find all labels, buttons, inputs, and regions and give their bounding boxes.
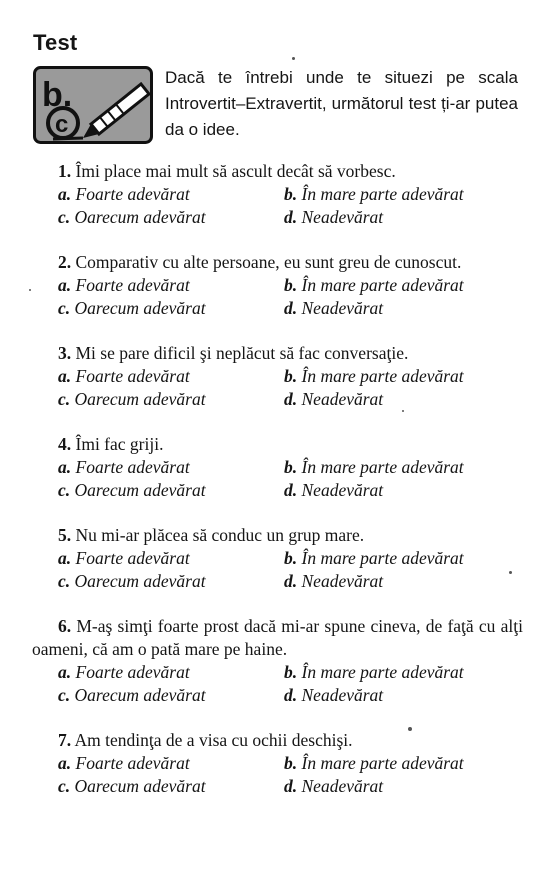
- logo-letter-b: b.: [42, 76, 73, 114]
- answer-letter: b.: [284, 275, 298, 295]
- intro-text: Dacă te întrebi unde te situezi pe scala Introvertit–Extravertit, următorul test ți-ar putea da o idee.: [165, 68, 518, 139]
- answer-text: Oarecum adevărat: [74, 207, 206, 227]
- answer-letter: d.: [284, 685, 298, 705]
- answer-option: [58, 183, 284, 206]
- answer-letter: d.: [284, 298, 298, 318]
- speck: [509, 571, 512, 574]
- answer-option: [58, 775, 284, 798]
- question-block: [58, 160, 523, 229]
- question-text: [58, 251, 523, 274]
- answer-option: [284, 661, 523, 684]
- answer-letter: c.: [58, 389, 71, 409]
- answer-option: [58, 274, 284, 297]
- answer-text: Neadevărat: [301, 776, 384, 796]
- answer-text: În mare parte adevărat: [301, 753, 464, 773]
- answer-text: Foarte adevărat: [75, 548, 190, 568]
- answer-letter: d.: [284, 207, 298, 227]
- answer-options: [58, 365, 523, 411]
- answer-letter: a.: [58, 366, 72, 386]
- answer-letter: a.: [58, 548, 72, 568]
- answer-letter: d.: [284, 776, 298, 796]
- question-text: [58, 342, 523, 365]
- speck: [408, 727, 412, 731]
- answer-text: Neadevărat: [301, 571, 384, 591]
- answer-option: [284, 365, 523, 388]
- question-block: [58, 251, 523, 320]
- answer-text: Oarecum adevărat: [74, 298, 206, 318]
- answer-option: [284, 274, 523, 297]
- answer-option: [58, 479, 284, 502]
- answer-option: [58, 752, 284, 775]
- answer-letter: b.: [284, 662, 298, 682]
- answer-option: [58, 206, 284, 229]
- answer-text: În mare parte adevărat: [301, 366, 464, 386]
- question-number: 7.: [58, 730, 72, 750]
- question-text: [58, 433, 523, 456]
- answer-letter: c.: [58, 207, 71, 227]
- answer-text: În mare parte adevărat: [301, 457, 464, 477]
- question-label: Comparativ cu alte persoane, eu sunt greu de cunoscut.: [75, 252, 462, 272]
- answer-options: [58, 752, 523, 798]
- question-number: 3.: [58, 343, 72, 363]
- answer-text: Neadevărat: [301, 685, 384, 705]
- answer-option: [58, 365, 284, 388]
- answer-options: [58, 547, 523, 593]
- answer-options: [58, 661, 523, 707]
- answer-text: Foarte adevărat: [75, 275, 190, 295]
- speck: [402, 410, 404, 412]
- answer-option: [58, 297, 284, 320]
- answer-letter: c.: [58, 685, 71, 705]
- answer-letter: b.: [284, 366, 298, 386]
- answer-text: Oarecum adevărat: [74, 480, 206, 500]
- question-number: 4.: [58, 434, 72, 454]
- question-label: Nu mi-ar plăcea să conduc un grup mare.: [75, 525, 365, 545]
- answer-text: Neadevărat: [301, 298, 384, 318]
- question-label: Îmi fac griji.: [75, 434, 164, 454]
- answer-letter: c.: [58, 480, 71, 500]
- answer-options: [58, 456, 523, 502]
- answer-letter: c.: [58, 776, 71, 796]
- answer-text: Neadevărat: [301, 480, 384, 500]
- answer-text: În mare parte adevărat: [301, 184, 464, 204]
- answer-text: În mare parte adevărat: [301, 275, 464, 295]
- answer-option: [284, 206, 523, 229]
- answer-option: [58, 570, 284, 593]
- answer-letter: d.: [284, 480, 298, 500]
- answer-text: Oarecum adevărat: [74, 685, 206, 705]
- answer-letter: c.: [58, 298, 71, 318]
- answer-option: [284, 547, 523, 570]
- speck: [292, 57, 295, 60]
- answer-option: [284, 775, 523, 798]
- test-logo-icon: [33, 66, 153, 144]
- answer-option: [58, 661, 284, 684]
- page-title: Test: [33, 30, 78, 55]
- answer-option: [284, 456, 523, 479]
- answer-letter: b.: [284, 457, 298, 477]
- question-list: [32, 160, 523, 820]
- answer-letter: a.: [58, 753, 72, 773]
- question-block: [58, 433, 523, 502]
- answer-letter: b.: [284, 184, 298, 204]
- question-block: [58, 729, 523, 798]
- question-number: 1.: [58, 161, 72, 181]
- question-block: [58, 342, 523, 411]
- answer-text: În mare parte adevărat: [301, 662, 464, 682]
- answer-letter: a.: [58, 275, 72, 295]
- question-number: 5.: [58, 525, 72, 545]
- answer-letter: d.: [284, 389, 298, 409]
- question-label: M-aş simţi foarte prost dacă mi-ar spune cineva, de faţă cu alţi oameni, că am o pată mare pe haine.: [32, 616, 523, 659]
- answer-option: [58, 547, 284, 570]
- answer-letter: a.: [58, 662, 72, 682]
- answer-option: [284, 183, 523, 206]
- answer-option: [284, 752, 523, 775]
- answer-text: În mare parte adevărat: [301, 548, 464, 568]
- answer-text: Oarecum adevărat: [74, 571, 206, 591]
- answer-options: [58, 183, 523, 229]
- question-text: [32, 615, 523, 661]
- answer-letter: b.: [284, 548, 298, 568]
- question-label: Îmi place mai mult să ascult decât să vorbesc.: [75, 161, 396, 181]
- question-text: [58, 524, 523, 547]
- question-text: [58, 160, 523, 183]
- answer-text: Foarte adevărat: [75, 457, 190, 477]
- answer-letter: a.: [58, 184, 72, 204]
- answer-text: Neadevărat: [301, 207, 384, 227]
- answer-option: [284, 684, 523, 707]
- answer-letter: b.: [284, 753, 298, 773]
- answer-letter: c.: [58, 571, 71, 591]
- answer-option: [284, 297, 523, 320]
- question-label: Am tendinţa de a visa cu ochii deschişi.: [74, 730, 353, 750]
- speck: [29, 289, 31, 291]
- answer-letter: a.: [58, 457, 72, 477]
- question-text: [58, 729, 523, 752]
- answer-options: [58, 274, 523, 320]
- answer-text: Foarte adevărat: [75, 366, 190, 386]
- answer-option: [284, 479, 523, 502]
- answer-option: [58, 388, 284, 411]
- answer-text: Foarte adevărat: [75, 753, 190, 773]
- answer-option: [284, 570, 523, 593]
- question-label: Mi se pare dificil şi neplăcut să fac conversaţie.: [75, 343, 409, 363]
- answer-text: Foarte adevărat: [75, 662, 190, 682]
- answer-option: [58, 456, 284, 479]
- answer-option: [284, 388, 523, 411]
- answer-letter: d.: [284, 571, 298, 591]
- answer-text: Neadevărat: [301, 389, 384, 409]
- question-number: 2.: [58, 252, 72, 272]
- answer-text: Foarte adevărat: [75, 184, 190, 204]
- answer-text: Oarecum adevărat: [74, 776, 206, 796]
- logo-letter-c: c: [55, 111, 69, 138]
- answer-option: [58, 684, 284, 707]
- question-block: [58, 524, 523, 593]
- question-block: [32, 615, 523, 707]
- question-number: 6.: [58, 616, 72, 636]
- answer-text: Oarecum adevărat: [74, 389, 206, 409]
